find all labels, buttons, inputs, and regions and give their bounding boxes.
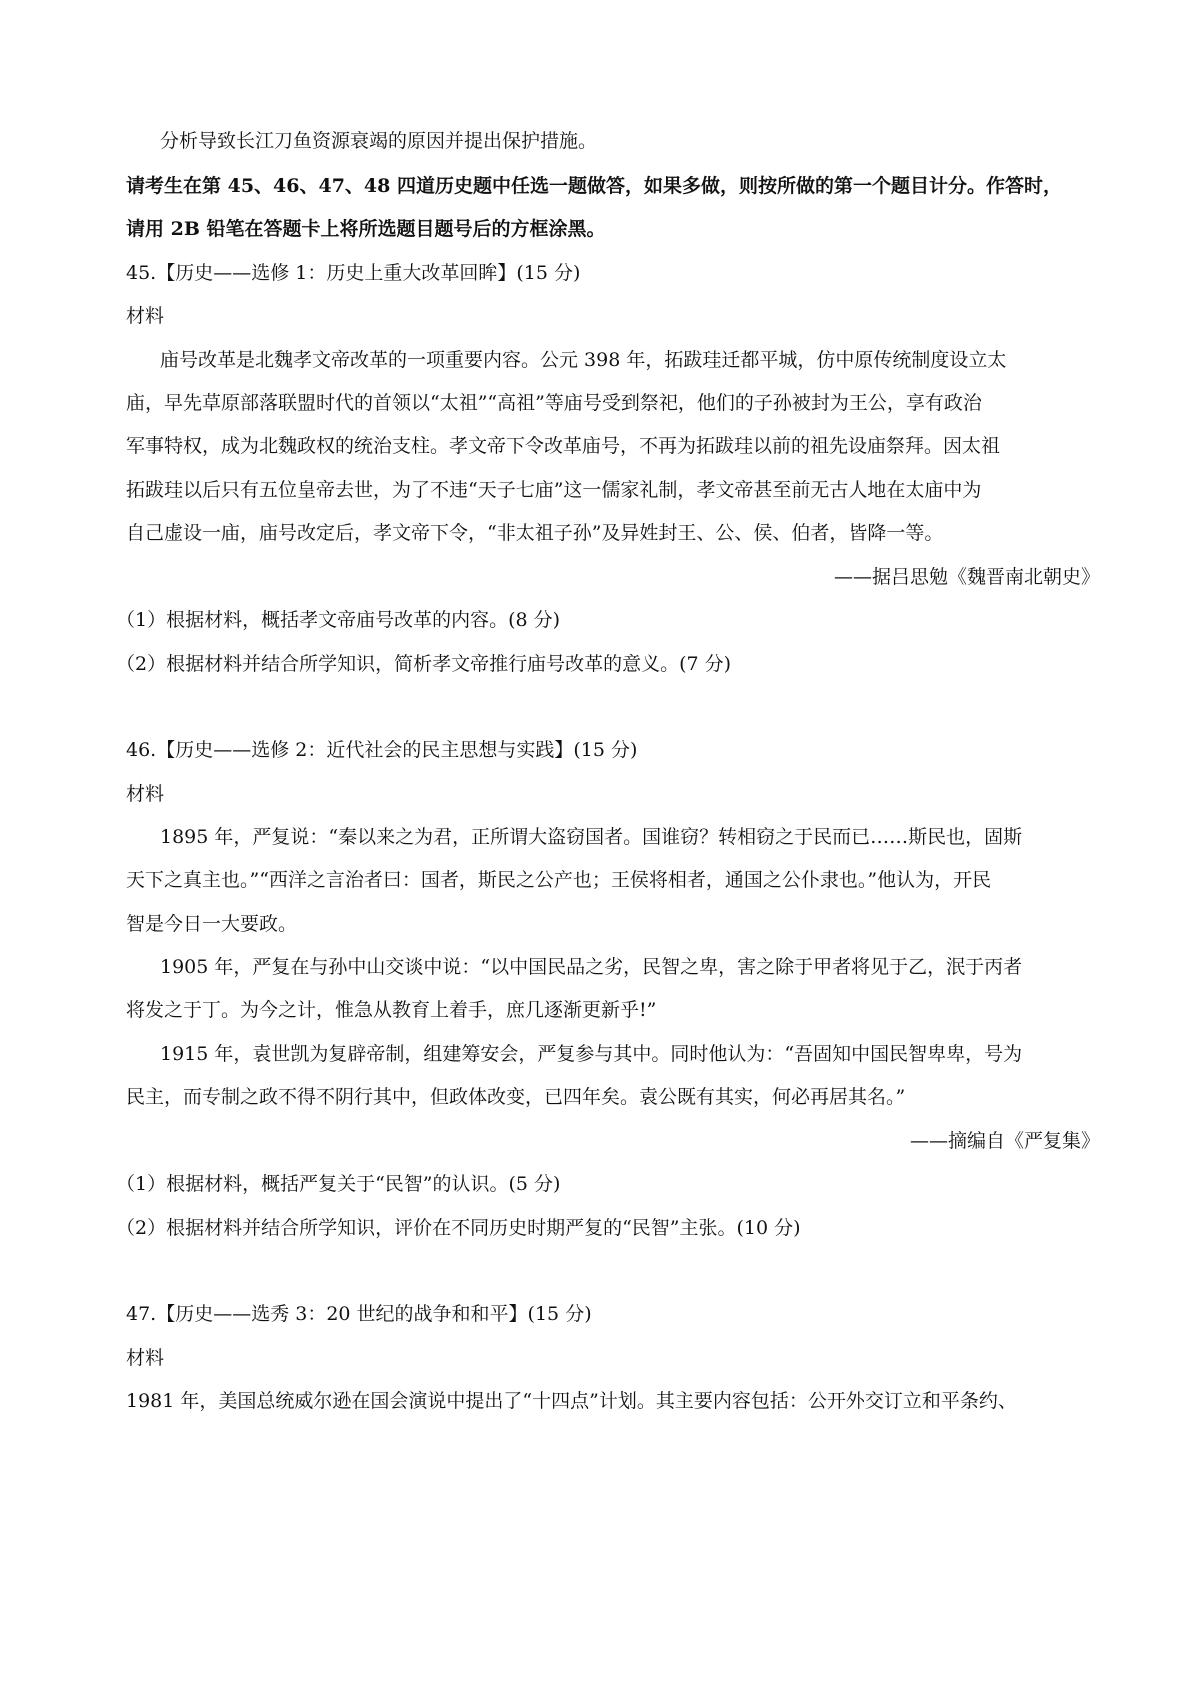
paragraph-line: 智是今日一大要政。 bbox=[126, 913, 298, 935]
question-46-title: 46.【历史——选修 2：近代社会的民主思想与实践】(15 分) bbox=[126, 739, 638, 761]
material-label: 材料 bbox=[126, 1347, 165, 1369]
paragraph-line: 民主，而专制之政不得不阴行其中，但政体改变，已四年矣。袁公既有其实，何必再居其名。” bbox=[126, 1086, 906, 1108]
paragraph-line: 自己虚设一庙，庙号改定后，孝文帝下令，“非太祖子孙”及异姓封王、公、侯、伯者，皆降一等。 bbox=[126, 522, 944, 544]
source-citation: ——据吕思勉《魏晋南北朝史》 bbox=[833, 566, 1100, 588]
paragraph-line: 庙，早先草原部落联盟时代的首领以“太祖”“高祖”等庙号受到祭祀，他们的子孙被封为王公，享有政治 bbox=[126, 392, 982, 414]
paragraph-line: 天下之真主也。”“西洋之言治者曰：国者，斯民之公产也；王侯将相者，通国之公仆隶也。”他认为，开民 bbox=[126, 869, 992, 891]
paragraph-line: 将发之于丁。为今之计，惟急从教育上着手，庶几逐渐更新乎!” bbox=[126, 999, 657, 1021]
paragraph-line: 庙号改革是北魏孝文帝改革的一项重要内容。公元 398 年，拓跋珪迁都平城，仿中原传统制度设立太 bbox=[160, 349, 1007, 371]
question-47-title: 47.【历史——选秀 3：20 世纪的战争和和平】(15 分) bbox=[126, 1303, 592, 1325]
material-label: 材料 bbox=[126, 783, 165, 805]
paragraph-line: 1981 年，美国总统威尔逊在国会演说中提出了“十四点”计划。其主要内容包括：公开外交订立和平条约、 bbox=[126, 1390, 1017, 1412]
sub-question: （1）根据材料，概括孝文帝庙号改革的内容。(8 分) bbox=[116, 609, 561, 631]
question-45-title: 45.【历史——选修 1：历史上重大改革回眸】(15 分) bbox=[126, 262, 581, 284]
instruction-line: 请用 2B 铅笔在答题卡上将所选题目题号后的方框涂黑。 bbox=[126, 218, 606, 240]
source-citation: ——摘编自《严复集》 bbox=[909, 1130, 1100, 1152]
paragraph-line: 1895 年，严复说：“秦以来之为君，正所谓大盗窃国者。国谁窃？转相窃之于民而已……斯民也，固斯 bbox=[160, 826, 1023, 848]
paragraph-line: 分析导致长江刀鱼资源衰竭的原因并提出保护措施。 bbox=[160, 130, 598, 152]
sub-question: （2）根据材料并结合所学知识，评价在不同历史时期严复的“民智”主张。(10 分) bbox=[116, 1217, 801, 1239]
instruction-line: 请考生在第 45、46、47、48 四道历史题中任选一题做答，如果多做，则按所做的第一个题目计分。作答时， bbox=[126, 175, 1062, 197]
paragraph-line: 1915 年，袁世凯为复辟帝制，组建筹安会，严复参与其中。同时他认为：“吾固知中国民智卑卑，号为 bbox=[160, 1043, 1023, 1065]
paragraph-line: 1905 年，严复在与孙中山交谈中说：“以中国民品之劣，民智之卑，害之除于甲者将见于乙，泯于丙者 bbox=[160, 956, 1023, 978]
sub-question: （2）根据材料并结合所学知识，简析孝文帝推行庙号改革的意义。(7 分) bbox=[116, 653, 732, 675]
material-label: 材料 bbox=[126, 305, 165, 327]
paragraph-line: 军事特权，成为北魏政权的统治支柱。孝文帝下令改革庙号，不再为拓跋珪以前的祖先设庙祭拜。因太祖 bbox=[126, 435, 1001, 457]
sub-question: （1）根据材料，概括严复关于“民智”的认识。(5 分) bbox=[116, 1173, 561, 1195]
paragraph-line: 拓跋珪以后只有五位皇帝去世，为了不违“天子七庙”这一儒家礼制，孝文帝甚至前无古人地在太庙中为 bbox=[126, 479, 982, 501]
